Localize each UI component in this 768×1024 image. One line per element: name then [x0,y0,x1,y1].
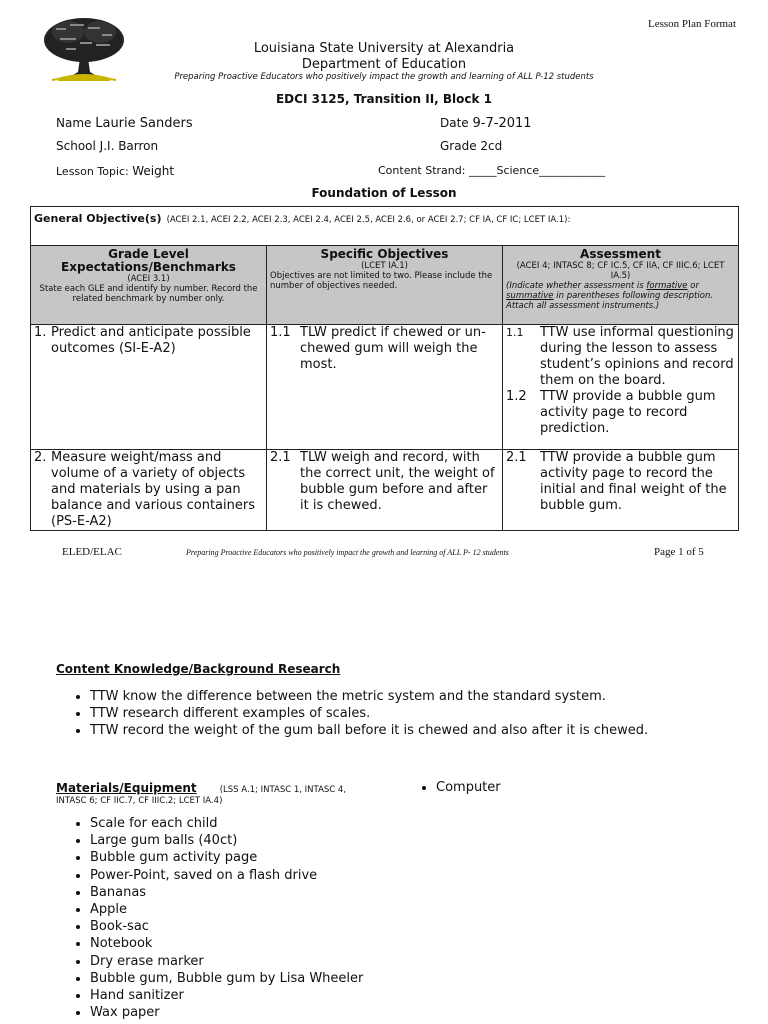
date-field [440,116,532,131]
header-tagline: Preparing Proactive Educators who positively impact the growth and learning of ALL P-12 students [174,72,594,82]
list-item: • Dry erase marker [90,953,400,970]
date-label: Date [440,116,469,130]
list-item: • Large gum balls (40ct) [90,832,400,849]
objective-cell [267,450,503,531]
school-field [56,139,158,153]
list-number: 1.1 [506,326,524,339]
list-item: • Computer [436,779,736,796]
gle-cell [31,325,267,450]
table-row [31,325,739,450]
objective-cell [267,325,503,450]
school-label: School [56,139,96,153]
list-item: • TTW record the weight of the gum ball before it is chewed and also after it is chewed. [90,722,768,739]
content-knowledge-title: Content Knowledge/Background Research [56,662,341,676]
specific-objectives-title: Specific Objectives [320,247,449,261]
list-item: • Bananas [90,884,400,901]
list-number: 1.1 [270,325,291,340]
list-number: 2.1 [270,450,291,465]
list-item: • Wax paper [90,1004,400,1021]
department-name: Department of Education [301,57,467,72]
assessment-text: TTW provide a bubble gum activity page to record the initial and final weight of the bubble gum. [540,450,727,513]
name-field [56,116,193,131]
list-item: • Hand sanitizer [90,987,400,1004]
gle-code: (ACEI 3.1) [127,274,170,284]
footer-tagline: Preparing Proactive Educators who positively impact the growth and learning of ALL P- 12 students [186,548,509,557]
list-item: • Scale for each child [90,815,400,832]
content-strand-value: _____Science____________ [468,164,606,177]
footer-left: ELED/ELAC [62,546,122,558]
assessment-text: TTW use informal questioning during the lesson to assess student’s opinions and record them on the board. [540,325,734,388]
list-item: • Bubble gum, Bubble gum by Lisa Wheeler [90,970,400,987]
gle-cell [31,450,267,531]
lesson-topic-field [56,164,174,178]
list-number: 2.1 [506,450,527,465]
list-item: • Apple [90,901,400,918]
content-strand-field [378,164,605,177]
materials-title: Materials/Equipment [56,781,197,795]
materials-standards: (LSS A.1; INTASC 1, INTASC 4, [219,785,347,795]
list-number: 1.2 [506,389,527,404]
assessment-code: (ACEI 4; INTASC 8; CF IC.5, CF IIA, CF IIIC.6; LCET IA.5) [516,261,725,281]
materials-standards-cont: INTASC 6; CF IIC.7, CF IIIC.2; LCET IA.4) [56,796,223,806]
content-knowledge-list [56,688,768,740]
specific-objectives-note: Objectives are not limited to two. Please include the number of objectives needed. [270,271,493,291]
list-item: • Power-Point, saved on a flash drive [90,867,400,884]
materials-list [56,815,400,1021]
list-item: • TTW research different examples of scales. [90,705,768,722]
gle-text: Predict and anticipate possible outcomes (SI-E-A2) [51,325,251,356]
general-objective-label: General Objective(s) [34,212,162,225]
university-name: Louisiana State University at Alexandria [253,41,515,56]
list-item: • Notebook [90,935,400,952]
specific-objectives-code: (LCET IA.1) [361,261,408,271]
grade-label: Grade [440,139,477,153]
name-value: Laurie Sanders [95,116,193,131]
date-value: 9-7-2011 [472,116,532,131]
foundation-table [30,206,739,531]
footer-page-number: Page 1 of 5 [654,546,704,558]
objective-text: TLW predict if chewed or un-chewed gum will weigh the most. [300,325,486,372]
materials-right-list [402,779,736,796]
assessment-header [503,246,739,325]
objective-text: TLW weigh and record, with the correct unit, the weight of bubble gum before and after it is chewed. [300,450,495,513]
assessment-cell [503,450,739,531]
assessment-cell [503,325,739,450]
assessment-title: Assessment [580,247,661,261]
lesson-topic-value: Weight [132,164,175,178]
foundation-title: Foundation of Lesson [311,186,457,200]
lesson-topic-label: Lesson Topic: [56,165,129,178]
gle-text: Measure weight/mass and volume of a variety of objects and materials by using a pan balance and various containers (PS-E-A2) [51,450,255,529]
gle-note: State each GLE and identify by number. Record the related benchmark by number only. [39,284,258,304]
assessment-note: (Indicate whether assessment is formative or summative in parentheses following description. Attach all assessment instruments.) [506,281,714,311]
list-item: • Bubble gum activity page [90,849,400,866]
grade-value: 2cd [480,139,503,153]
content-strand-label: Content Strand: [378,164,466,177]
course-title: EDCI 3125, Transition II, Block 1 [275,92,493,106]
table-row [31,450,739,531]
list-number: 1. [34,325,47,340]
materials-heading [56,777,386,806]
list-item: • TTW know the difference between the metric system and the standard system. [90,688,768,705]
general-objective-standards: (ACEI 2.1, ACEI 2.2, ACEI 2.3, ACEI 2.4, ACEI 2.5, ACEI 2.6, or ACEI 2.7; CF IA, CF IC; LCET IA.1): [166,215,571,225]
gle-header [31,246,267,325]
list-item: • Book-sac [90,918,400,935]
general-objective-cell [31,207,739,246]
lesson-plan-format-label: Lesson Plan Format [648,18,736,30]
grade-field [440,139,502,153]
name-label: Name [56,116,92,130]
gle-title: Grade Level Expectations/Benchmarks [61,247,236,274]
specific-objectives-header [267,246,503,325]
school-value: J.I. Barron [99,139,159,153]
list-number: 2. [34,450,47,465]
assessment-text: TTW provide a bubble gum activity page to record prediction. [540,389,716,436]
